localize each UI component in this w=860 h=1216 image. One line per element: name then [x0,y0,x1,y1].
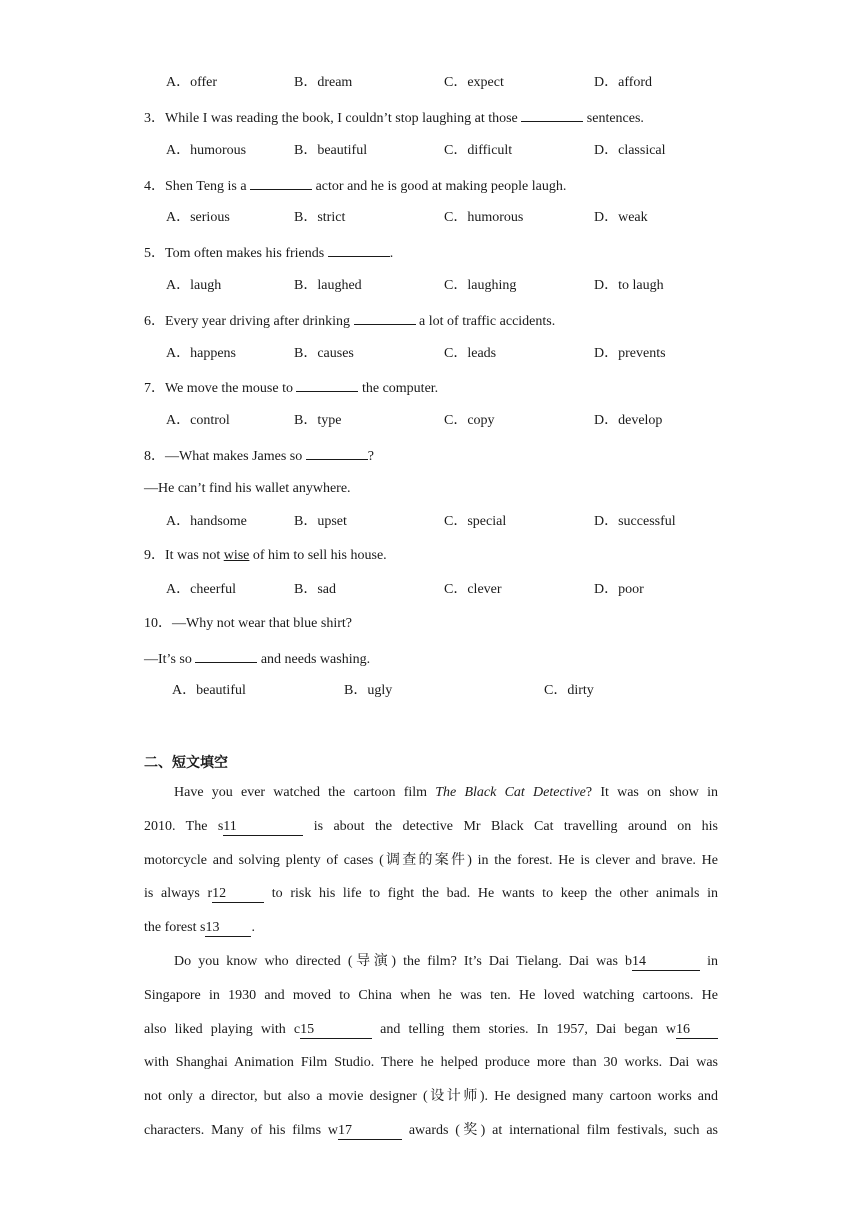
q5-option-a: A．laugh [166,278,222,293]
q4-option-b: B．strict [294,210,346,225]
q9-stem: 9．It was not wise of him to sell his house. [144,548,387,563]
q10-reply: —It’s so and needs washing. [144,648,370,670]
q5-stem: 5．Tom often makes his friends . [144,242,393,264]
blank-14: 14 [632,954,700,971]
q4-stem: 4．Shen Teng is a actor and he is good at making people laugh. [144,175,566,197]
q7-option-a: A．control [166,413,230,428]
q6-stem: 6．Every year driving after drinking a lot of traffic accidents. [144,310,555,332]
blank-15: 15 [300,1022,372,1039]
q3-option-c: C．difficult [444,143,513,158]
q6-option-a: A．happens [166,346,236,361]
q10-option-c: C．dirty [544,683,594,698]
blank-12: 12 [212,886,264,903]
passage-line: with Shanghai Animation Film Studio. There he helped produce more than 30 works. Dai was [144,1055,718,1071]
q3-option-a: A．humorous [166,143,247,158]
q6-option-b: B．causes [294,346,354,361]
q9-option-b: B．sad [294,582,336,597]
q4-option-c: C．humorous [444,210,524,225]
blank-11: 11 [223,819,303,836]
q2-option-c: C．expect [444,75,504,90]
passage-paragraph-1 [144,776,718,945]
q7-option-b: B．type [294,413,342,428]
q9-underlined-word: wise [223,548,250,563]
q4-option-d: D．weak [594,210,648,225]
q8-option-b: B．upset [294,514,347,529]
q5-option-c: C．laughing [444,278,517,293]
q6-option-c: C．leads [444,346,497,361]
q3-stem: 3．While I was reading the book, I couldn’t stop laughing at those sentences. [144,107,644,129]
q8-option-a: A．handsome [166,514,247,529]
q5-option-d: D．to laugh [594,278,664,293]
q10-option-b: B．ugly [344,683,393,698]
q2-option-d: D．afford [594,75,653,90]
q10-option-a: A．beautiful [172,683,246,698]
blank-13: 13 [205,920,251,937]
passage-paragraph-2 [144,945,718,1148]
passage-line: not only a director, but also a movie designer (设计师). He designed many cartoon works and [144,1089,718,1105]
q2-option-b: B．dream [294,75,353,90]
passage-line: motorcycle and solving plenty of cases (调查的案件) in the forest. He is clever and brave. He [144,852,718,868]
q7-option-d: D．develop [594,413,663,428]
blank-17: 17 [338,1123,402,1140]
passage-line: Have you ever watched the cartoon film The Black Cat Detective? It was on show in [174,785,718,800]
q3-option-d: D．classical [594,143,666,158]
q8-option-c: C．special [444,514,507,529]
q4-option-a: A．serious [166,210,230,225]
q7-stem: 7．We move the mouse to the computer. [144,377,438,399]
q9-option-a: A．cheerful [166,582,236,597]
q8-stem: 8．—What makes James so ? [144,445,374,467]
q8-option-d: D．successful [594,514,676,529]
q9-option-c: C．clever [444,582,502,597]
q8-reply: —He can’t find his wallet anywhere. [144,481,351,496]
section-heading: 二、短文填空 [144,755,228,771]
passage-line: the forest s13 . [144,920,255,936]
q3-option-b: B．beautiful [294,143,368,158]
passage-line: also liked playing with c15 and telling them stories. In 1957, Dai began w16 [144,1013,718,1047]
passage-line: characters. Many of his films w17 awards (奖) at international film festivals, such as [144,1122,718,1138]
q9-option-d: D．poor [594,582,644,597]
q10-stem: 10．—Why not wear that blue shirt? [144,616,353,631]
passage-line: Singapore in 1930 and moved to China when he was ten. He loved watching cartoons. He [144,987,718,1003]
q7-option-c: C．copy [444,413,495,428]
passage-line: is always r12 to risk his life to fight the bad. He wants to keep the other animals in [144,886,718,902]
q6-option-d: D．prevents [594,346,666,361]
blank-16: 16 [676,1022,718,1039]
q2-option-a: A．offer [166,75,218,90]
passage-line: 2010. The s11 is about the detective Mr Black Cat travelling around on his [144,818,718,834]
passage-line: Do you know who directed (导演) the film? It’s Dai Tielang. Dai was b14 in [174,954,718,969]
q5-option-b: B．laughed [294,278,362,293]
